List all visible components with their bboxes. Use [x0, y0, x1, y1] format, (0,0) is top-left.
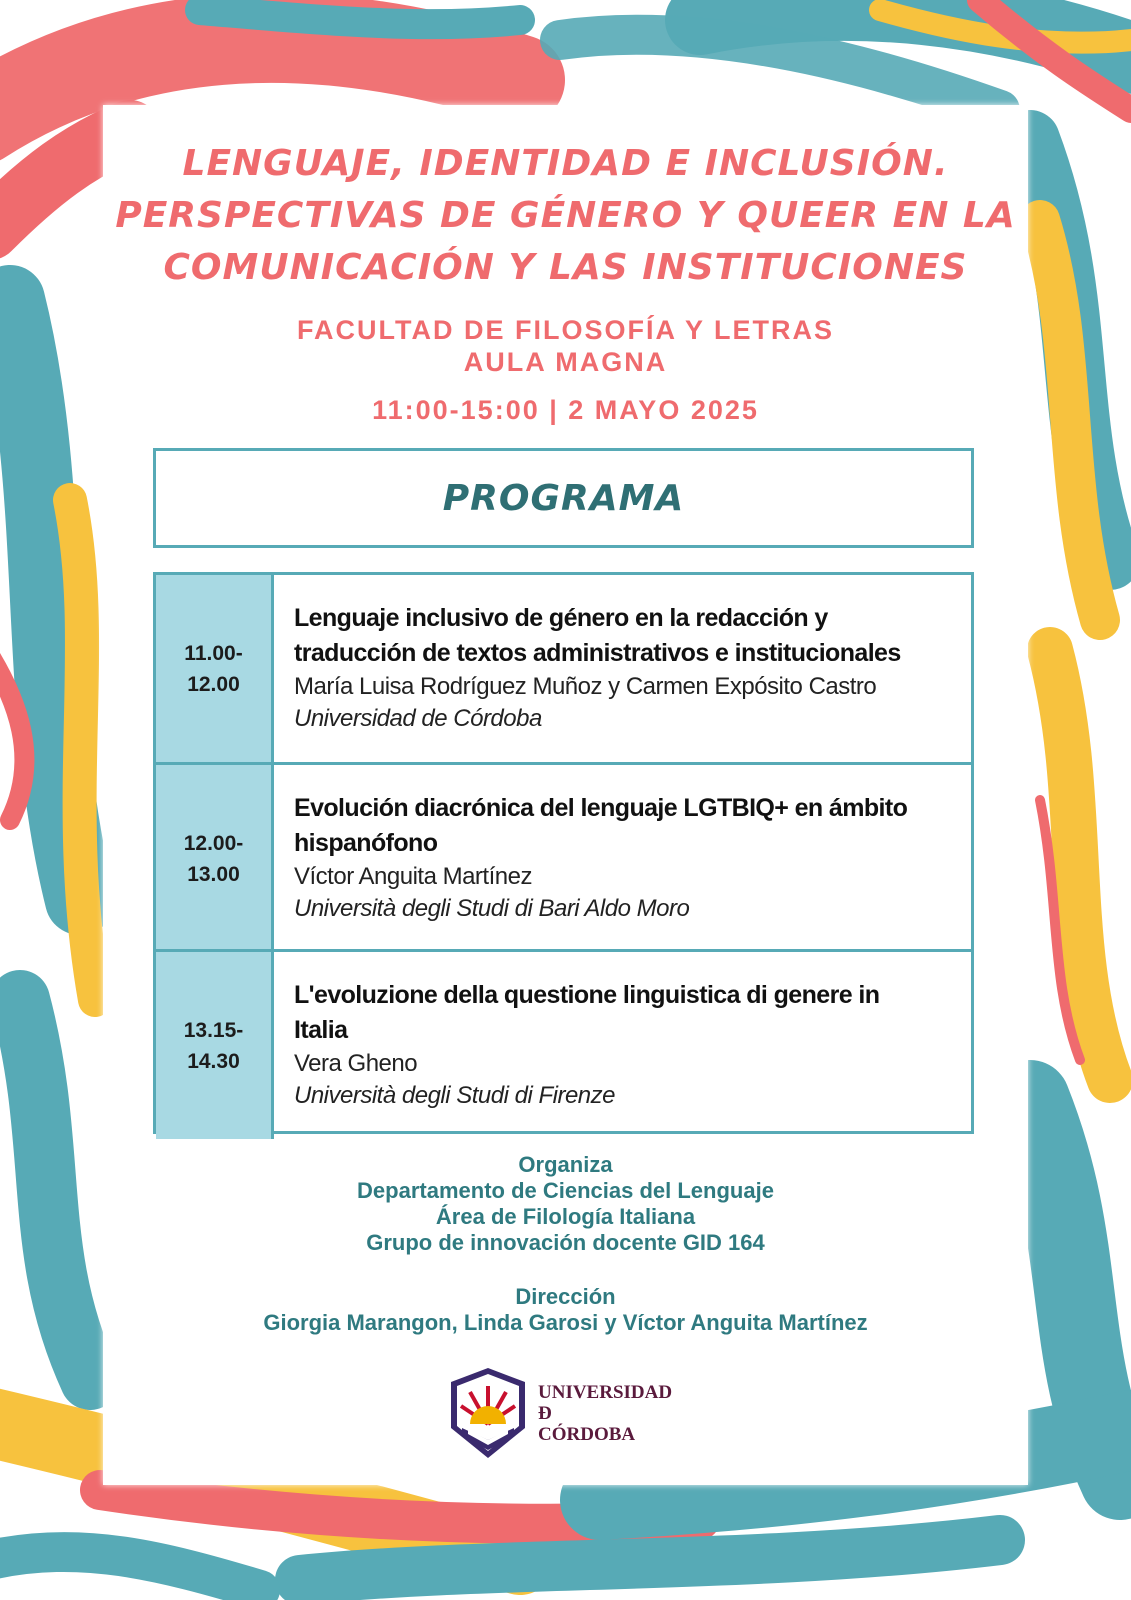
talk-cell: [274, 765, 971, 952]
university-shield-icon: [448, 1366, 528, 1460]
time-end: 14.30: [187, 1049, 240, 1073]
venue-room: AULA MAGNA: [463, 347, 668, 377]
talk-speaker: María Luisa Rodríguez Muñoz y Carmen Expósito Castro: [294, 673, 877, 700]
time-end: 13.00: [187, 862, 240, 886]
schedule-row: [156, 762, 971, 952]
time-start: 12.00-: [183, 831, 244, 855]
venue-faculty: FACULTAD DE FILOSOFÍA Y LETRAS: [296, 315, 834, 345]
talk-affiliation: Università degli Studi di Firenze: [294, 1082, 615, 1109]
organiza-line: Grupo de innovación docente GID 164: [366, 1230, 765, 1255]
talk-title: Evolución diacrónica del lenguaje LGTBIQ+ en ámbito hispanófono: [294, 794, 908, 857]
time-cell: [156, 575, 274, 762]
time-cell: [156, 952, 274, 1139]
programa-header-box: [153, 448, 974, 548]
organiza-heading: Organiza: [518, 1152, 613, 1177]
talk-speaker: Vera Gheno: [294, 1050, 418, 1077]
university-logo-text: UNIVERSIDAD Ð CÓRDOBA: [538, 1382, 673, 1445]
talk-title: Lenguaje inclusivo de género en la redacción y traducción de textos administrativos e institucionales: [294, 604, 901, 667]
talk-cell: [274, 575, 971, 762]
talk-cell: [274, 952, 971, 1139]
time-start: 13.15-: [183, 1018, 244, 1042]
organiza-line: Área de Filología Italiana: [435, 1204, 696, 1229]
time-cell: [156, 765, 274, 952]
organiza-line: Departamento de Ciencias del Lenguaje: [357, 1178, 774, 1203]
time-end: 12.00: [187, 672, 240, 696]
direccion-names: Giorgia Marangon, Linda Garosi y Víctor Anguita Martínez: [263, 1310, 868, 1335]
talk-speaker: Víctor Anguita Martínez: [294, 863, 532, 890]
event-title-line-2: PERSPECTIVAS DE GÉNERO Y QUEER EN LA: [115, 195, 1016, 236]
programa-label: PROGRAMA: [442, 477, 685, 519]
talk-affiliation: Universidad de Córdoba: [294, 705, 542, 732]
event-datetime: 11:00-15:00 | 2 MAYO 2025: [372, 395, 759, 425]
event-title-line-1: LENGUAJE, IDENTIDAD E INCLUSIÓN.: [182, 143, 949, 184]
schedule-table: [153, 572, 974, 1134]
talk-affiliation: Università degli Studi di Bari Aldo Moro: [294, 895, 690, 922]
schedule-row: [156, 575, 971, 762]
direccion-heading: Dirección: [515, 1284, 616, 1309]
event-title-line-3: COMUNICACIÓN Y LAS INSTITUCIONES: [163, 247, 968, 288]
time-start: 11.00-: [184, 641, 243, 665]
schedule-row: [156, 949, 971, 1139]
talk-title: L'evoluzione della questione linguistica di genere in Italia: [294, 981, 880, 1044]
